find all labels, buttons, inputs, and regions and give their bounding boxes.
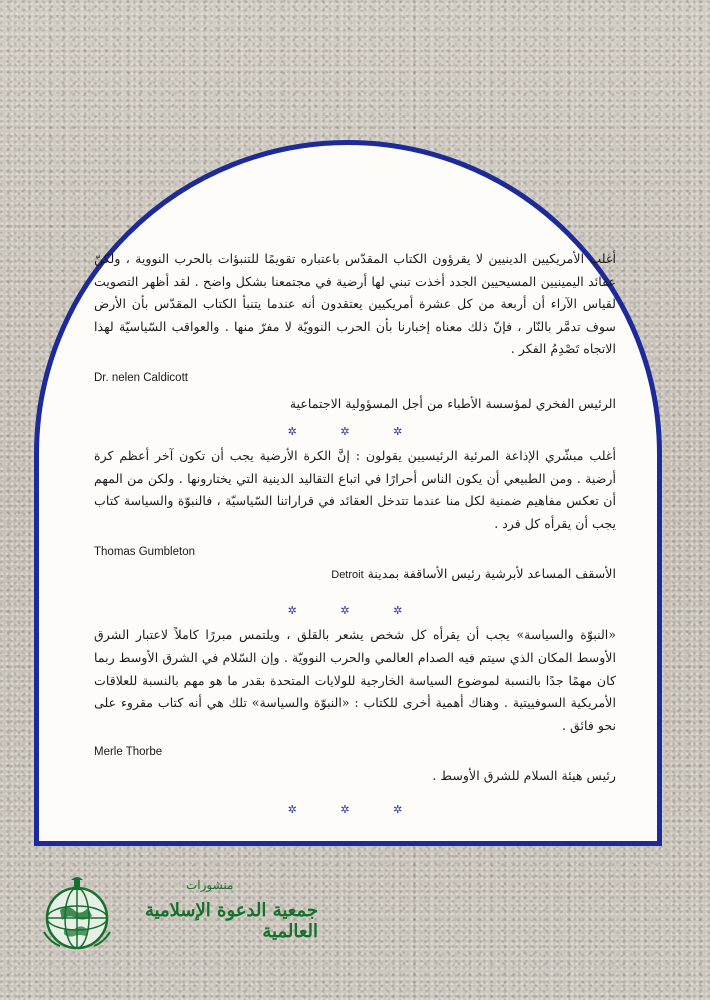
globe-emblem-icon [38, 876, 116, 954]
separator-stars: ✲ ✲ ✲ [287, 424, 423, 438]
quote-block [94, 624, 616, 787]
quote-text: أغلب الأمريكيين الدينيين لا يقرؤون الكتاب المقدّس باعتباره تقويمًا للتنبؤات بالحرب النووية ، ولكنّ عقائد اليمينيين المسيحيين الجدد أخذت تبني لها أرضية في مجتمعنا بشكل واضح . لقد أظهر التصويت لقياس الآراء أن أربعة من كل عشرة أمريكيين يعتقدون أنه عندما يتنبأ الكتاب المقدّس بأن الأرض سوف تدمَّر بالنّار ، فإنّ ذلك معناه إخبارنا بأن الحرب النوويّة لا مفرّ منها . والعواقب السّياسيّة لهذا الاتجاه تَصْدِمُ الفكر . [94, 251, 616, 357]
publisher-name: جمعية الدعوة الإسلامية العالمية [144, 900, 318, 942]
publisher-label: منشورات [186, 878, 234, 892]
quotes-panel [94, 248, 616, 823]
quote-author: Thomas Gumbleton [94, 546, 195, 559]
quote-block [94, 248, 616, 415]
quote-author-title [94, 393, 616, 415]
author-title-text: الأسقف المساعد لأبرشية رئيس الأساقفة بمدينة [367, 566, 616, 582]
quote-author: Dr. nelen Caldicott [94, 371, 188, 384]
publisher-block [38, 876, 338, 956]
quote-author-title [94, 765, 616, 787]
author-title-latin: Detroit [331, 569, 364, 582]
quote-text: أغلب مبشّري الإذاعة المرئية الرئيسيين يقولون : إنَّ الكرة الأرضية يجب أن تكون آخر أعظم كرة أرضية . ومن الطبيعي أن يكون الناس أحرارًا في اتباع التقاليد الدينية التي يختارونها . ولكن من المهم أن تعكس مفاهيم ضمنية لكل منا عندما تتدخل العقائد في قراراتنا السّياسيّة ، فالنبوّة والسياسة كتاب يجب أن يقرأه كل فرد . [94, 447, 616, 531]
author-title-text: الرئيس الفخري لمؤسسة الأطباء من أجل المسؤولية الاجتماعية [289, 395, 616, 411]
separator-stars: ✲ ✲ ✲ [287, 803, 423, 817]
quote-author-title [94, 563, 616, 586]
quote-author: Merle Thorbe [94, 746, 163, 759]
separator-stars: ✲ ✲ ✲ [287, 604, 423, 618]
quote-text: «النبوّة والسياسة» يجب أن يقرأه كل شخص يشعر بالقلق ، ويلتمس مبررًا كاملاً لاعتبار الشرق الأوسط المكان الذي سيتم فيه الصدام العالمي والحرب النوويّة . وإن السّلام في الشرق الأوسط ربما كان مهمًا جدًا بالنسبة لموضوع السياسة الخارجية للولايات المتحدة بقدر ما هو مهم بالنسبة للعلاقات الأمريكية السوفييتية . وهناك أهمية أخرى للكتاب : «النبوّة والسياسة» تلك هي أنه كتاب مقروء على نحو فائق . [94, 627, 616, 733]
author-title-text: رئيس هيئة السلام للشرق الأوسط . [432, 768, 616, 784]
quote-block [94, 445, 616, 586]
